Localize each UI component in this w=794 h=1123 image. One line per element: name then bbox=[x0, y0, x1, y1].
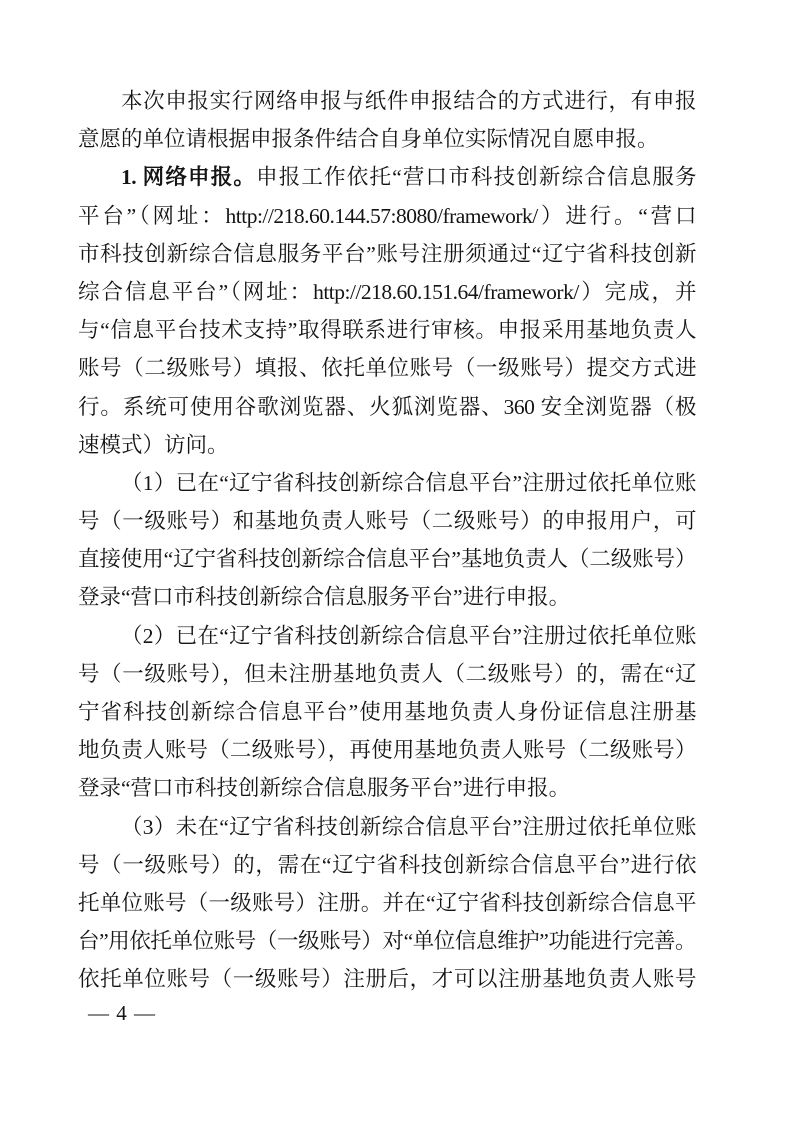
section-heading-bold: 1. 网络申报。 bbox=[121, 165, 257, 190]
text-line: 地负责人账号（二级账号），再使用基地负责人账号（二级账号） bbox=[78, 738, 696, 763]
text-line: 平台”（网址：http://218.60.144.57:8080/framework/）进行。“营口 bbox=[78, 203, 696, 228]
text-line: 综合信息平台”（网址：http://218.60.151.64/framework/）完成，并 bbox=[78, 279, 696, 304]
text-line: 登录“营口市科技创新综合信息服务平台”进行申报。 bbox=[78, 776, 571, 801]
document-body bbox=[78, 82, 696, 999]
text-segment: 申报工作依托“营口市科技创新综合信息服务 bbox=[256, 165, 696, 190]
text-line: 号（一级账号）和基地负责人账号（二级账号）的申报用户，可 bbox=[78, 509, 696, 534]
text-line: 依托单位账号（一级账号）注册后，才可以注册基地负责人账号 bbox=[78, 967, 696, 992]
text-line: 与“信息平台技术支持”取得联系进行审核。申报采用基地负责人 bbox=[78, 318, 696, 343]
text-line: 号（一级账号）的，需在“辽宁省科技创新综合信息平台”进行依 bbox=[78, 852, 696, 877]
text-line: 行。系统可使用谷歌浏览器、火狐浏览器、360 安全浏览器（极 bbox=[78, 394, 696, 419]
text-line: 速模式）访问。 bbox=[78, 432, 229, 457]
text-line: 本次申报实行网络申报与纸件申报结合的方式进行，有申报 bbox=[121, 89, 696, 113]
text-line: （2）已在“辽宁省科技创新综合信息平台”注册过依托单位账 bbox=[121, 623, 696, 648]
text-line: 意愿的单位请根据申报条件结合自身单位实际情况自愿申报。 bbox=[78, 127, 659, 152]
text-line: 托单位账号（一级账号）注册。并在“辽宁省科技创新综合信息平 bbox=[78, 890, 696, 915]
text-line: 登录“营口市科技创新综合信息服务平台”进行申报。 bbox=[78, 585, 571, 610]
text-line: （1）已在“辽宁省科技创新综合信息平台”注册过依托单位账 bbox=[121, 470, 696, 495]
text-line: 台”用依托单位账号（一级账号）对“单位信息维护”功能进行完善。 bbox=[78, 929, 696, 954]
text-line: 宁省科技创新综合信息平台”使用基地负责人身份证信息注册基 bbox=[78, 700, 696, 724]
text-line: 号（一级账号），但未注册基地负责人（二级账号）的，需在“辽 bbox=[78, 661, 696, 686]
text-line: （3）未在“辽宁省科技创新综合信息平台”注册过依托单位账 bbox=[121, 814, 696, 839]
text-line: 直接使用“辽宁省科技创新综合信息平台”基地负责人（二级账号） bbox=[78, 547, 696, 572]
text-line: 账号（二级账号）填报、依托单位账号（一级账号）提交方式进 bbox=[78, 356, 696, 381]
text-line: 市科技创新综合信息服务平台”账号注册须通过“辽宁省科技创新 bbox=[78, 241, 696, 266]
text-line bbox=[78, 158, 696, 196]
page-number: — 4 — bbox=[88, 1001, 156, 1025]
